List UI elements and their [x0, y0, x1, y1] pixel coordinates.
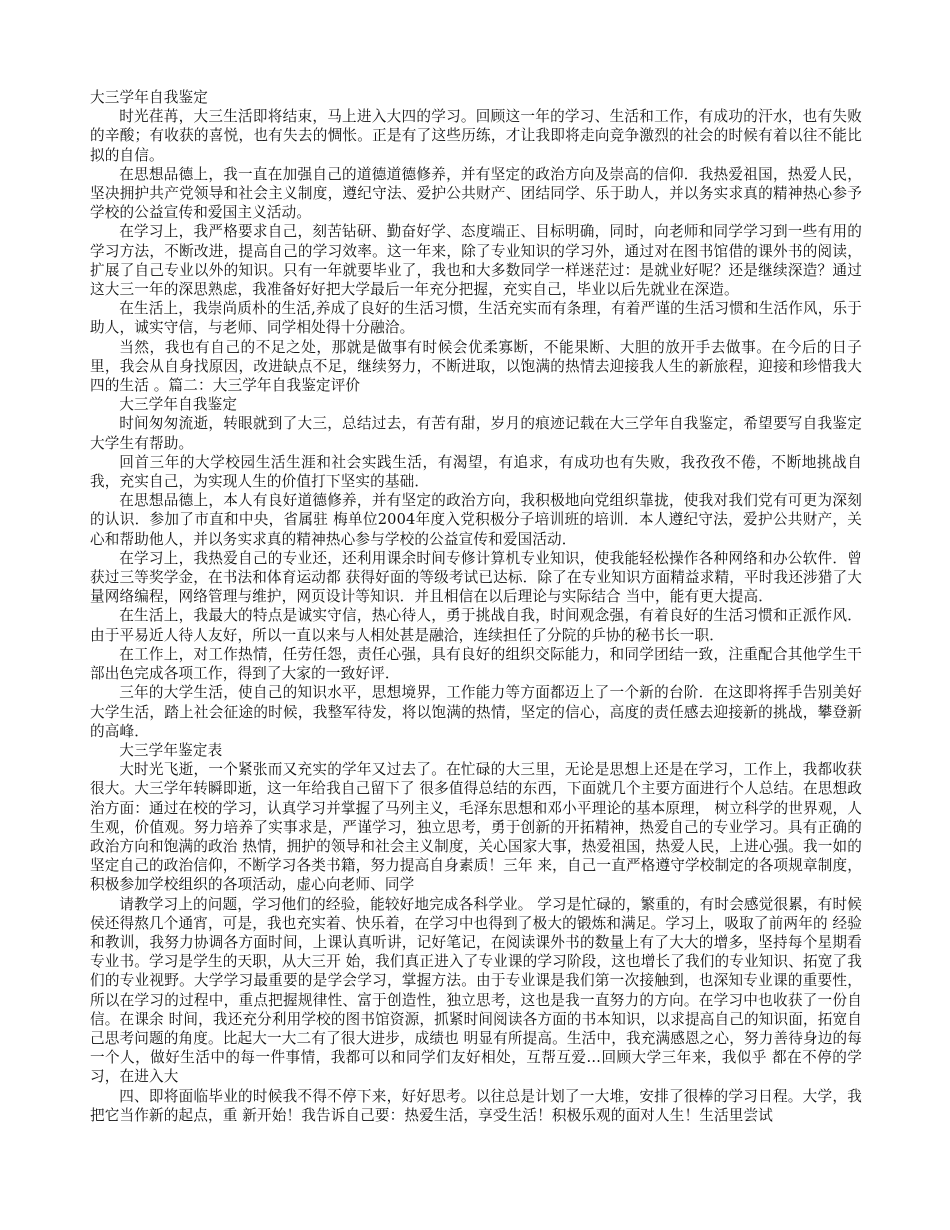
section-heading-3: 大三学年鉴定表 — [119, 741, 223, 759]
paragraph-study: 在学习上，我严格要求自己，刻苦钻研、勤奋好学、态度端正、目标明确，同时，向老师和同学学习到一些有用的学习方法，不断改进，提高自己的学习效率。这一年来，除了专业知识的学习外，通过对在图书馆借的课外书的阅读，扩展了自己专业以外的知识。只有一年就要毕业了，我也和大多数同学一样迷茫过：是就业好呢？还是继续深造？通过这大三一年的深思熟虑，我准备好好把大学最后一年充分把握，充实自己，毕业以后先就业在深造。 — [90, 223, 862, 299]
paragraph-2-summary: 三年的大学生活，使自己的知识水平，思想境界，工作能力等方面都迈上了一个新的台阶．在这即将挥手告别美好大学生活，踏上社会征途的时候，我整军待发，将以饱满的热情，坚定的信心，高度的责任感去迎接新的挑战，攀登新的高峰． — [90, 684, 862, 740]
paragraph-2-work: 在工作上，对工作热情，任劳任怨，责任心强，具有良好的组织交际能力，和同学团结一致，注重配合其他学生干部出色完成各项工作，得到了大家的一致好评． — [90, 645, 862, 683]
paragraph-3-politics: 大时光飞逝，一个紧张而又充实的学年又过去了。在忙碌的大三里，无论是思想上还是在学习，工作上，我都收获很大。大三学年转瞬即逝，这一年给我自己留下了 很多值得总结的东西，下面就几个主要方面进行个人总结。在思想政治方面：通过在校的学习，认真学习并掌握了马列主义，毛泽东思想和邓小平理论的基本原理， 树立科学的世界观，人生观，价值观。努力培养了实事求是，严谨学习，独立思考，勇于创新的开拓精神，热爱自己的专业学习。具有正确的政治方向和饱满的政治 热情，拥护的领导和社会主义制度，关心国家大事，热爱祖国，热爱人民，上进心强。我一如的坚定自己的政治信仰，不断学习各类书籍，努力提高自身素质！三年 来，自己一直严格遵守学校制定的各项规章制度，积极参加学校组织的各项活动，虚心向老师、同学 — [90, 761, 862, 894]
paragraph-3-future: 四、即将面临毕业的时候我不得不停下来，好好思考。以往总是计划了一大堆，安排了很棒的学习日程。大学，我把它当作新的起点，重 新开始！我告诉自己要：热爱生活，享受生活！积极乐观的面对人生！生活里尝试 — [90, 1087, 862, 1124]
paragraph-life: 在生活上，我崇尚质朴的生活,养成了良好的生活习惯，生活充实而有条理，有着严谨的生活习惯和生活作风，乐于助人，诚实守信，与老师、同学相处得十分融洽。 — [90, 300, 862, 337]
paragraph-morality: 在思想品德上，我一直在加强自己的道德道德修养，并有坚定的政治方向及崇高的信仰．我热爱祖国，热爱人民，坚决拥护共产党领导和社会主义制度，遵纪守法、爱护公共财产、团结同学、乐于助人，并以务实求真的精神热心参予学校的公益宣传和爱国主义活动。 — [90, 165, 862, 222]
paragraph-2-study: 在学习上，我热爱自己的专业还，还利用课余时间专修计算机专业知识，使我能轻松操作各种网络和办公软件．曾获过三等奖学金，在书法和体育运动都 获得好面的等级考试已达标．除了在专业知识方面精益求精，平时我还涉猎了大量网络编程，网络管理与维护，网页设计等知识．并且相信在以后理论与实际结合 当中，能有更大提高． — [90, 549, 862, 606]
document-title: 大三学年自我鉴定 — [90, 89, 208, 106]
paragraph-2-life: 在生活上，我最大的特点是诚实守信，热心待人，勇于挑战自我，时间观念强，有着良好的生活习惯和正派作风．由于平易近人待人友好，所以一直以来与人相处甚是融洽，连续担任了分院的乒协的秘书长一职． — [90, 607, 862, 644]
paragraph-2-intro: 时间匆匆流逝，转眼就到了大三，总结过去，有苦有甜，岁月的痕迹记载在大三学年自我鉴定，希望要写自我鉴定大学生有帮助。 — [90, 415, 862, 452]
paragraph-intro: 时光荏苒，大三生活即将结束，马上进入大四的学习。回顾这一年的学习、生活和工作，有成功的汗水，也有失败的辛酸；有收获的喜悦，也有失去的惆怅。正是有了这些历练，才让我即将走向竞争激烈的社会的时候有着以往不能比拟的自信。 — [90, 108, 862, 164]
paragraph-2-morality: 在思想品德上，本人有良好道德修养，并有坚定的政治方向，我积极地向党组织靠拢，使我对我们党有可更为深刻的认识．参加了市直和中央，省属驻 梅单位2004年度入党积极分子培训班的培训．本人遵纪守法，爱护公共财产，关心和帮助他人，并以务实求真的精神热心参与学校的公益宣传和爱国活动． — [90, 492, 862, 548]
paragraph-shortcomings: 当然，我也有自己的不足之处，那就是做事有时候会优柔寡断，不能果断、大胆的放开手去做事。在今后的日子里，我会从自身找原因，改进缺点不足，继续努力，不断进取，以饱满的热情去迎接我人生的新旅程，迎接和珍惜我大四的生活 。篇二：大三学年自我鉴定评价 — [90, 338, 862, 395]
paragraph-3-study: 请教学习上的问题，学习他们的经验，能较好地完成各科学业。 学习是忙碌的，繁重的，有时会感觉很累，有时候侯还得熬几个通宵，可是，我也充实着、快乐着，在学习中也得到了极大的锻炼和满足。学习上，吸取了前两年的 经验和教训，我努力协调各方面时间，上课认真听讲，记好笔记，在阅读课外书的数量上有了大大的增多，坚持每个星期看专业书。学习是学生的天职，从大三开 始，我们真正进入了专业课的学习阶段，这也增长了我们的专业知识、拓宽了我们的专业视野。大学学习最重要的是学会学习，掌握方法。由于专业课是我们第一次接触到，也深知专业课的重要性，所以在学习的过程中，重点把握规律性、富于创造性，独立思考，这也是我一直努力的方向。在学习中也收获了一份自信。在课余 时间，我还充分利用学校的图书馆资源，抓紧时间阅读各方面的书本知识，以求提高自己的知识面，拓宽自己思考问题的角度。比起大一大二有了很大进步，成绩也 明显有所提高。生活中，我充满感恩之心，努力善待身边的每一个人，做好生活中的每一件事情，我都可以和同学们友好相处，互帮互爱…回顾大学三年来，我似乎 都在不停的学习，在进入大 — [90, 895, 862, 1086]
paragraph-2-review: 回首三年的大学校园生活生涯和社会实践生活，有渴望，有追求，有成功也有失败，我孜孜不倦，不断地挑战自我，充实自己，为实现人生的价值打下坚实的基础． — [90, 453, 862, 491]
section-heading-2: 大三学年自我鉴定 — [119, 396, 238, 414]
